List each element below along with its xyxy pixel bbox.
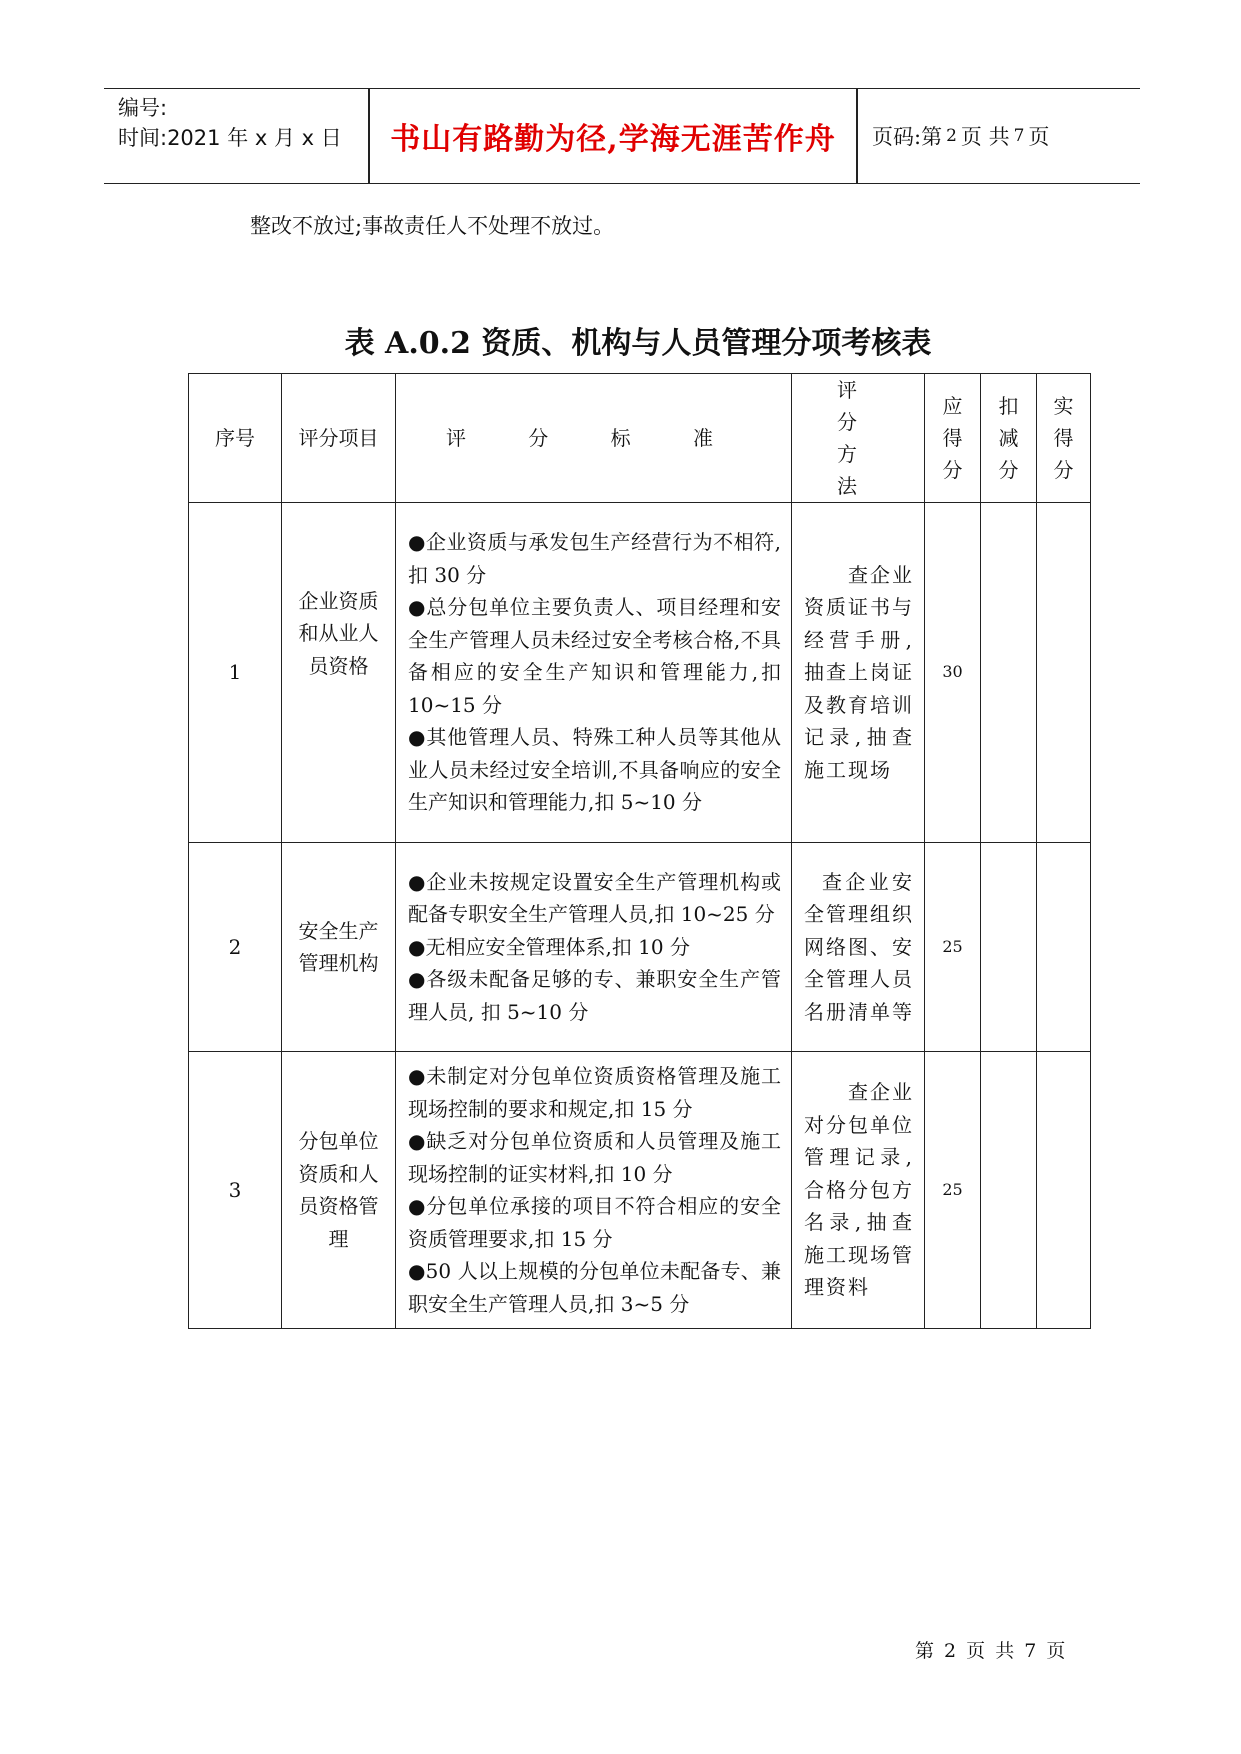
- table-title: 表 A.0.2 资质、机构与人员管理分项考核表: [344, 326, 932, 361]
- document-time-label: 时间:2021 年 x 月 x 日: [118, 126, 342, 150]
- table-header-row: [189, 374, 1091, 503]
- header-score-actual-text: 实得分: [1053, 394, 1074, 482]
- page-total: 7: [1013, 126, 1025, 146]
- row-standards: [396, 843, 792, 1052]
- row-score-due: 30: [925, 503, 981, 843]
- standard-line: ●其他管理人员、特殊工种人员等其他从业人员未经过安全培训,不具备响应的安全生产知识和管理能力,扣 5~10 分: [408, 725, 781, 815]
- standard-line: ●未制定对分包单位资质资格管理及施工现场控制的要求和规定,扣 15 分: [408, 1064, 781, 1121]
- standard-line: ●总分包单位主要负责人、项目经理和安全生产管理人员未经过安全考核合格,不具备相应的安全生产知识和管理能力,扣 10~15 分: [408, 595, 781, 717]
- row-method-text: 查企业资质证书与经营手册,抽查上岗证及教育培训记录,抽查施工现场: [804, 562, 914, 782]
- page-suffix: 页: [1028, 125, 1050, 149]
- page-header: [104, 88, 1140, 184]
- row-score-actual: [1037, 843, 1091, 1052]
- page-footer: 第 2 页 共 7 页: [915, 1640, 1068, 1662]
- page-mid: 页 共: [960, 125, 1010, 149]
- standard-line: ●各级未配备足够的专、兼职安全生产管理人员, 扣 5~10 分: [408, 967, 781, 1024]
- header-score-deduct: [981, 374, 1037, 503]
- row-score-due: 25: [925, 843, 981, 1052]
- header-motto: 书山有路勤为径,学海无涯苦作舟: [390, 122, 836, 157]
- page-prefix: 页码:第: [872, 125, 943, 149]
- row-score-actual: [1037, 503, 1091, 843]
- row-score-deduct: [981, 843, 1037, 1052]
- table-row: [189, 843, 1091, 1052]
- standard-line: ●50 人以上规模的分包单位未配备专、兼职安全生产管理人员,扣 3~5 分: [408, 1259, 781, 1316]
- header-method-text: 评 分 方 法: [837, 378, 879, 498]
- header-item: 评分项目: [282, 374, 396, 503]
- row-index: 1: [189, 503, 282, 843]
- row-method: [792, 1052, 925, 1329]
- standard-line: ●无相应安全管理体系,扣 10 分: [408, 934, 690, 959]
- row-method-text: 查企业安全管理组织网络图、安全管理人员名册清单等: [804, 869, 914, 1024]
- header-score-due-text: 应得分: [942, 394, 963, 482]
- header-divider: [856, 89, 858, 183]
- standard-line: ●企业资质与承发包生产经营行为不相符,扣 30 分: [408, 530, 781, 587]
- assessment-table: [188, 373, 1091, 1329]
- row-score-due: 25: [925, 1052, 981, 1329]
- header-standard-text: 评 分 标 准: [445, 426, 742, 450]
- header-method: [792, 374, 925, 503]
- page-current: 2: [946, 126, 957, 146]
- row-item: 分包单位资质和人员资格管理: [282, 1052, 396, 1329]
- header-page-indicator: [872, 89, 1049, 183]
- header-score-deduct-text: 扣减分: [998, 394, 1019, 482]
- row-item: 安全生产管理机构: [282, 843, 396, 1052]
- table-row: [189, 503, 1091, 843]
- standard-line: ●分包单位承接的项目不符合相应的安全资质管理要求,扣 15 分: [408, 1194, 781, 1251]
- table-row: [189, 1052, 1091, 1329]
- row-index: 2: [189, 843, 282, 1052]
- standard-line: ●企业未按规定设置安全生产管理机构或配备专职安全生产管理人员,扣 10~25 分: [408, 869, 781, 927]
- header-standard: [396, 374, 792, 503]
- header-score-due: [925, 374, 981, 503]
- standard-line: ●缺乏对分包单位资质和人员管理及施工现场控制的证实材料,扣 10 分: [408, 1129, 781, 1186]
- header-score-actual: [1037, 374, 1091, 503]
- row-method: [792, 503, 925, 843]
- row-score-deduct: [981, 503, 1037, 843]
- continuation-paragraph: 整改不放过;事故责任人不处理不放过。: [250, 214, 615, 238]
- header-index: 序号: [189, 374, 282, 503]
- document-number-label: 编号:: [118, 96, 168, 120]
- row-index: 3: [189, 1052, 282, 1329]
- row-item-text: 企业资质和从业人员资格: [298, 588, 379, 678]
- row-method: [792, 843, 925, 1052]
- row-standards: [396, 503, 792, 843]
- header-info: [118, 93, 368, 153]
- row-score-deduct: [981, 1052, 1037, 1329]
- row-score-actual: [1037, 1052, 1091, 1329]
- row-item: [282, 503, 396, 843]
- row-standards: [396, 1052, 792, 1329]
- row-method-text: 查企业对分包单位管理记录,合格分包方名录,抽查施工现场管理资料: [804, 1080, 914, 1300]
